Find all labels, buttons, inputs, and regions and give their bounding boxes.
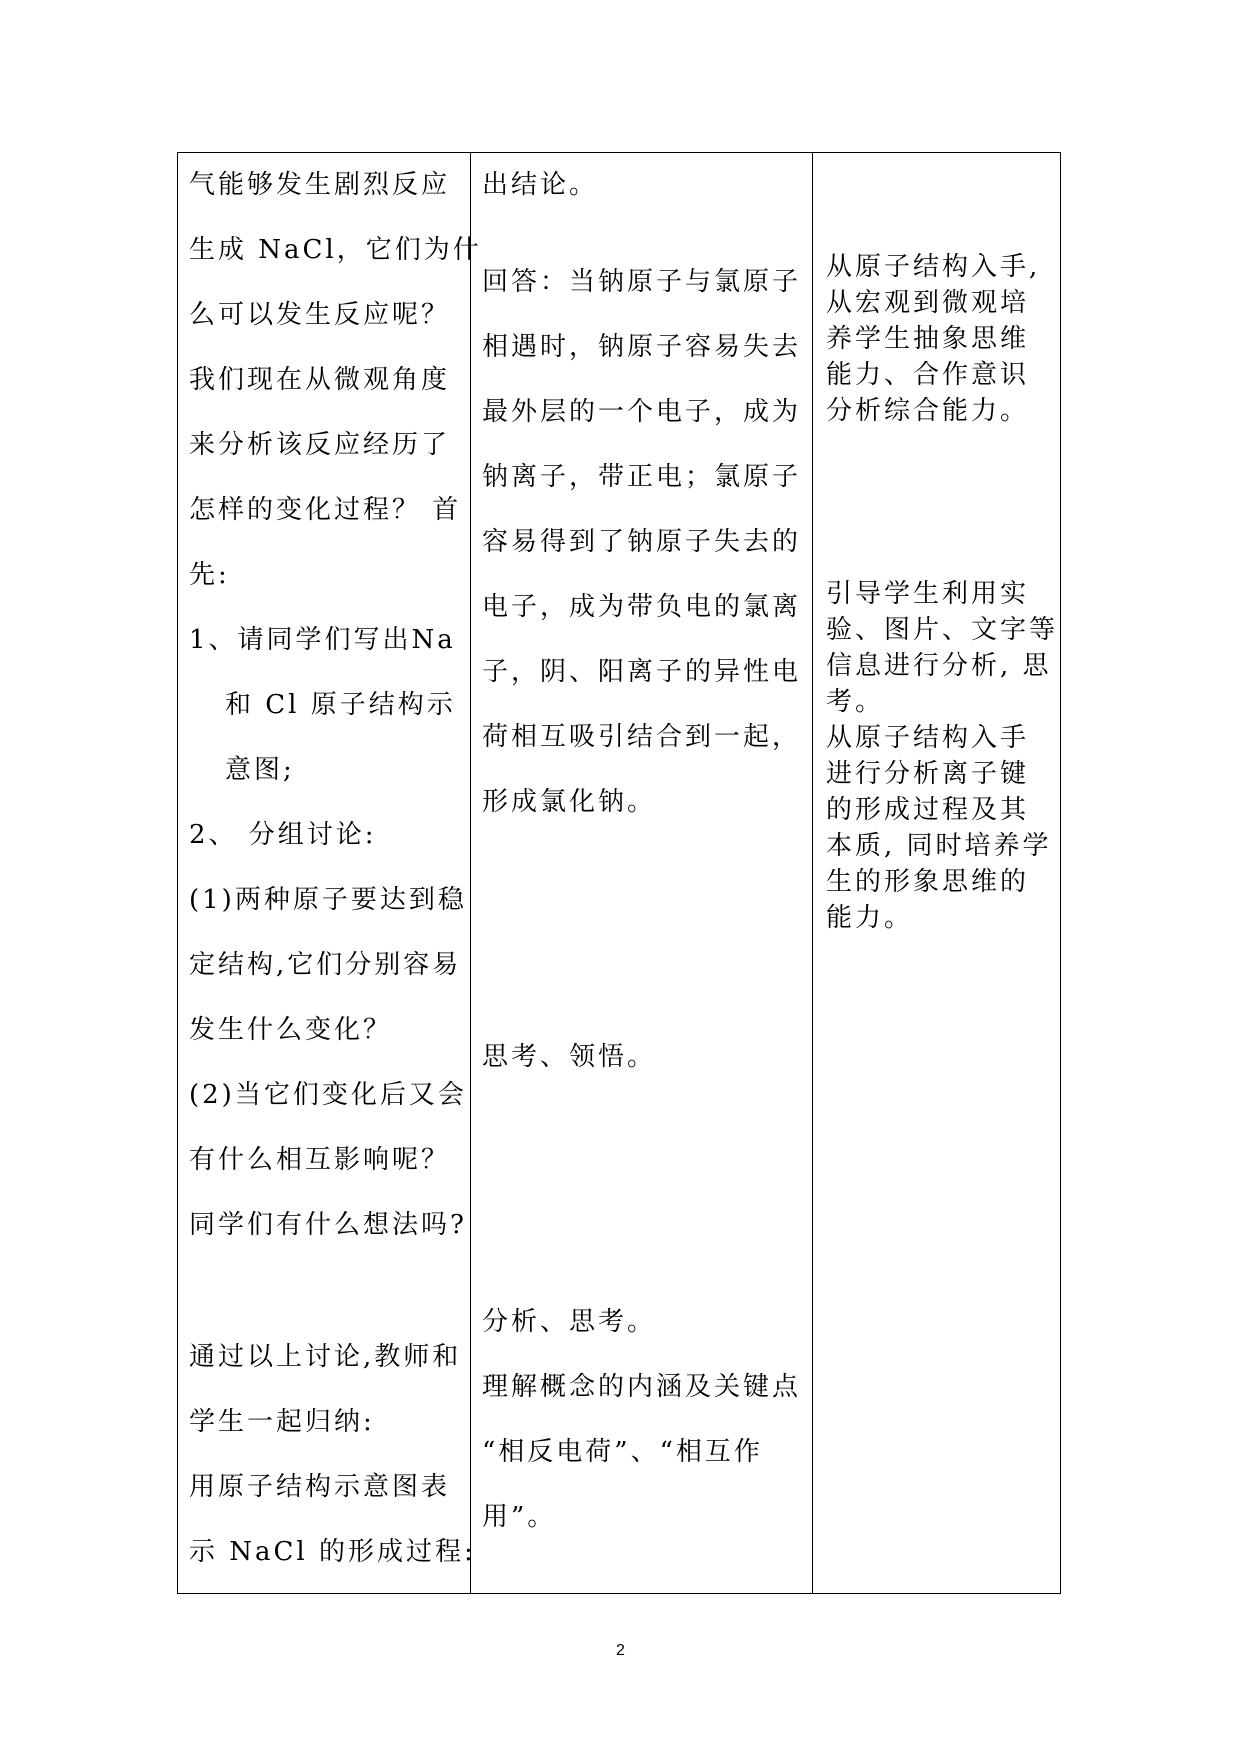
design-intent-line: 分析综合能力。	[826, 396, 1030, 426]
student-activity-line: 容易得到了钠原子失去的	[482, 527, 802, 557]
design-intent-line: 能力、合作意识	[826, 360, 1030, 390]
design-intent-line: 本质, 同时培养学	[826, 831, 1052, 861]
teacher-activity-line: 我们现在从微观角度	[189, 365, 451, 395]
teacher-activity-line: (1)两种原子要达到稳	[189, 885, 467, 915]
student-activity-line: 钠离子，带正电；氯原子	[482, 462, 802, 492]
student-activity-line: 电子，成为带负电的氯离	[482, 592, 802, 622]
teacher-activity-line: 怎样的变化过程？ 首	[189, 495, 462, 525]
design-intent-line: 从原子结构入手,	[826, 252, 1041, 282]
teacher-activity-line: 通过以上讨论,教师和	[189, 1342, 462, 1372]
teacher-activity-line: 2、 分组讨论:	[189, 820, 377, 850]
page-number: 2	[616, 1642, 625, 1659]
design-intent-line: 进行分析离子键	[826, 759, 1030, 789]
student-activity-line: 回答：当钠原子与氯原子	[482, 267, 802, 297]
teacher-activity-line: 和 Cl 原子结构示	[225, 690, 456, 720]
teacher-activity-line: 么可以发生反应呢？	[189, 300, 451, 330]
design-intent-line: 验、图片、文字等	[826, 615, 1059, 645]
student-activity-line: 理解概念的内涵及关键点	[482, 1372, 802, 1402]
student-activity-line: 最外层的一个电子，成为	[482, 397, 802, 427]
student-activity-line: 子，阴、阳离子的异性电	[482, 657, 802, 687]
student-activity-line: 荷相互吸引结合到一起，	[482, 722, 802, 752]
design-intent-line: 考。	[826, 687, 885, 717]
design-intent-line: 的形成过程及其	[826, 795, 1030, 825]
design-intent-line: 能力。	[826, 903, 914, 933]
teacher-activity-line: 用原子结构示意图表	[189, 1472, 451, 1502]
design-intent-line: 养学生抽象思维	[826, 324, 1030, 354]
teacher-activity-line: 意图;	[225, 755, 295, 785]
design-intent-line: 从原子结构入手	[826, 723, 1030, 753]
teacher-activity-line: 有什么相互影响呢？	[189, 1145, 451, 1175]
teacher-activity-line: 同学们有什么想法吗?	[189, 1210, 467, 1240]
design-intent-line: 引导学生利用实	[826, 579, 1030, 609]
column-divider-1	[470, 152, 471, 1594]
teacher-activity-line: 气能够发生剧烈反应	[189, 170, 451, 200]
teacher-activity-line: 先:	[189, 560, 230, 590]
student-activity-line: 出结论。	[482, 170, 599, 200]
teacher-activity-line: 生成 NaCl，它们为什	[189, 235, 482, 265]
teacher-activity-line: (2)当它们变化后又会	[189, 1080, 467, 1110]
design-intent-line: 信息进行分析, 思	[826, 651, 1052, 681]
column-divider-2	[812, 152, 813, 1594]
teacher-activity-line: 1、请同学们写出Na	[189, 625, 456, 655]
teacher-activity-line: 来分析该反应经历了	[189, 430, 451, 460]
student-activity-line: 分析、思考。	[482, 1307, 657, 1337]
student-activity-line: 形成氯化钠。	[482, 787, 657, 817]
student-activity-line: “相反电荷”、“相互作	[482, 1437, 763, 1467]
teacher-activity-line: 定结构,它们分别容易	[189, 950, 462, 980]
design-intent-line: 从宏观到微观培	[826, 288, 1030, 318]
teacher-activity-line: 示 NaCl 的形成过程:	[189, 1537, 476, 1567]
teacher-activity-line: 发生什么变化？	[189, 1015, 393, 1045]
student-activity-line: 思考、领悟。	[482, 1042, 657, 1072]
student-activity-line: 相遇时，钠原子容易失去	[482, 332, 802, 362]
design-intent-line: 生的形象思维的	[826, 867, 1030, 897]
student-activity-line: 用”。	[482, 1502, 557, 1532]
teacher-activity-line: 学生一起归纳:	[189, 1407, 375, 1437]
